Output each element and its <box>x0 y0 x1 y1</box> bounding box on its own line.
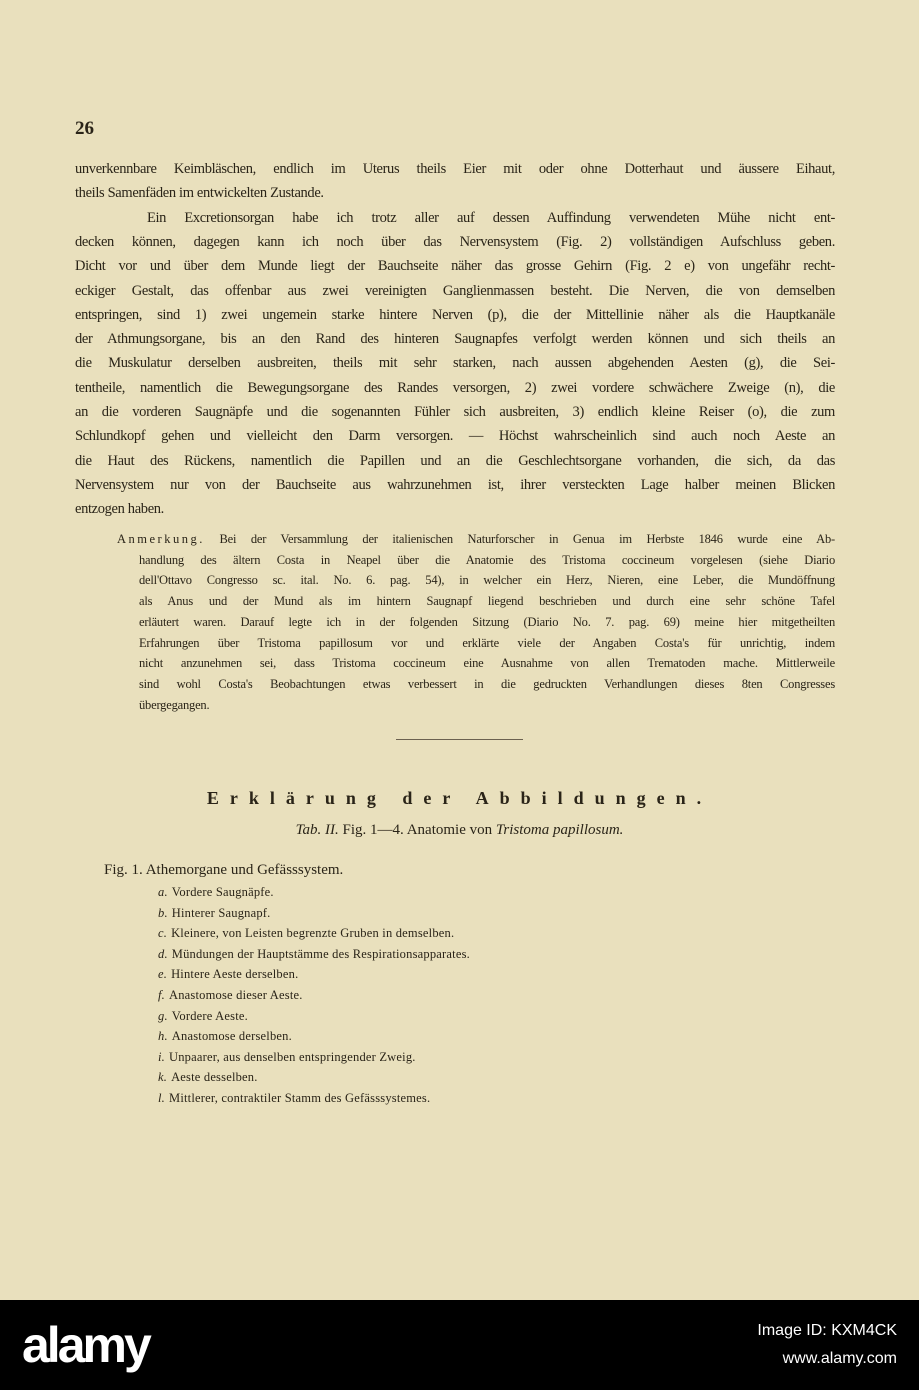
page-number: 26 <box>75 118 94 139</box>
text-line: decken können, dagegen kann ich noch über das Nervensystem (Fig. 2) vollständigen Aufschluss geben. <box>75 233 835 250</box>
legend-letter: i. <box>158 1049 165 1064</box>
note-line: handlung des ältern Costa in Neapel über die Anatomie des Tristoma coccineum vorgelesen (siehe Diario <box>139 552 835 567</box>
note-line: als Anus und der Mund als im hintern Saugnapf liegend beschrieben und durch eine sehr schöne Tafel <box>139 594 835 609</box>
legend-text: Aeste desselben. <box>171 1070 258 1085</box>
legend-letter: l. <box>158 1091 165 1105</box>
legend-text: Mittlerer, contraktiler Stamm des Gefässsystemes. <box>169 1091 431 1105</box>
note-line: Erfahrungen über Tristoma papillosum vor und erklärte viele der Angaben Costa's für unrichtig, indem <box>139 635 835 650</box>
legend-item <box>158 1070 258 1085</box>
legend-letter: b. <box>158 905 168 920</box>
image-id: Image ID: KXM4CK <box>757 1322 897 1339</box>
text-line: die Muskulatur derselben ausbreiten, theils mit sehr starken, nach aussen abgehenden Aesten (g), die Sei- <box>75 355 835 372</box>
divider <box>396 739 523 740</box>
note-line: nicht anzunehmen sei, dass Tristoma coccineum eine Ausnahme von allen Trematoden mache. Mittlerweile <box>139 656 835 671</box>
text-line: entzogen haben. <box>75 501 164 518</box>
figure-heading <box>104 862 343 879</box>
legend-item <box>158 926 454 941</box>
legend-item <box>158 967 298 982</box>
text-line: entspringen, sind 1) zwei ungemein starke hintere Nerven (p), die der Mittellinie näher als die Hauptkanäle <box>75 306 835 323</box>
legend-letter: e. <box>158 967 168 982</box>
text-line: Schlundkopf gehen und vielleicht den Darm versorgen. — Höchst wahrscheinlich sind auch noch Aeste an <box>75 428 835 445</box>
legend-letter: a. <box>158 885 168 899</box>
legend-item <box>158 1050 416 1065</box>
species-name: Tristoma papillosum. <box>495 822 624 838</box>
text-line: an die vorderen Saugnäpfe und die sogenannten Fühler sich ausbreiten, 3) endlich kleine Reiser (o), die zum <box>75 404 835 420</box>
legend-item <box>158 947 470 962</box>
legend-text: Hintere Aeste derselben. <box>171 967 299 982</box>
plate-subtitle <box>0 822 919 839</box>
note-line <box>117 531 835 547</box>
text-line: Nervensystem nur von der Bauchseite aus wahrzunehmen ist, ihrer versteckten Lage halber meinen Blicken <box>75 476 835 493</box>
site-url: www.alamy.com <box>782 1350 897 1367</box>
text-line: unverkennbare Keimbläschen, endlich im Uterus theils Eier mit oder ohne Dotterhaut und äussere Eihaut, <box>75 161 835 177</box>
legend-text: Anastomose derselben. <box>171 1029 292 1044</box>
legend-letter: k. <box>158 1070 168 1085</box>
stock-banner <box>0 1300 919 1390</box>
text-line: Dicht vor und über dem Munde liegt der Bauchseite näher das grosse Gehirn (Fig. 2 e) von ungefähr recht- <box>75 258 835 275</box>
alamy-logo: alamy <box>22 1317 149 1373</box>
legend-text: Vordere Aeste. <box>171 1008 248 1023</box>
legend-text: Vordere Saugnäpfe. <box>171 885 274 899</box>
figure-label: Fig. 1. <box>104 862 143 878</box>
legend-item <box>158 1029 292 1044</box>
text-line: tentheile, namentlich die Bewegungsorgane des Randes versorgen, 2) zwei vordere schwächere Zweige (n), die <box>75 379 835 396</box>
legend-item <box>158 885 274 900</box>
legend-text: Mündungen der Hauptstämme des Respirationsapparates. <box>171 946 470 961</box>
text-line: der Athmungsorgane, bis an den Rand des hinteren Saugnapfes verfolgt werden können und sich theils an <box>75 331 835 348</box>
text-line: theils Samenfäden im entwickelten Zustande. <box>75 185 324 202</box>
note-label: Anmerkung. <box>117 532 205 546</box>
note-line: übergegangen. <box>139 697 210 712</box>
legend-text: Kleinere, von Leisten begrenzte Gruben in demselben. <box>171 926 455 941</box>
text-line: eckiger Gestalt, das offenbar aus zwei vereinigten Ganglienmassen besteht. Die Nerven, die von demselben <box>75 282 835 299</box>
legend-letter: f. <box>158 988 165 1002</box>
legend-item <box>158 1009 248 1024</box>
note-line: sind wohl Costa's Beobachtungen etwas verbessert in die gedruckten Verhandlungen dieses 8ten Congresses <box>139 676 835 691</box>
legend-letter: d. <box>158 946 168 961</box>
section-title: Erklärung der Abbildungen. <box>206 788 713 808</box>
legend-letter: c. <box>158 926 168 941</box>
note-line: dell'Ottavo Congresso sc. ital. No. 6. pag. 54), in welcher ein Herz, Nieren, eine Leber, die Mundöffnung <box>139 573 835 588</box>
legend-item <box>158 906 271 921</box>
legend-text: Hinterer Saugnapf. <box>171 905 271 920</box>
plate-label: Tab. II. <box>295 822 339 838</box>
note-line: erläutert waren. Darauf legte ich in der folgenden Sitzung (Diario No. 7. pag. 69) meine hier mitgetheilten <box>139 614 835 629</box>
legend-text: Anastomose dieser Aeste. <box>169 988 303 1002</box>
legend-item <box>158 1091 430 1106</box>
plate-text: Fig. 1—4. Anatomie von <box>342 822 493 838</box>
legend-item <box>158 988 303 1003</box>
legend-letter: g. <box>158 1008 168 1023</box>
note-text: Bei der Versammlung der italienischen Naturforscher in Genua im Herbste 1846 wurde eine Ab- <box>219 532 835 546</box>
text-line: Ein Excretionsorgan habe ich trotz aller auf dessen Auffindung verwendeten Mühe nicht ent- <box>147 209 835 226</box>
legend-text: Unpaarer, aus denselben entspringender Zweig. <box>169 1049 416 1064</box>
text-line: die Haut des Rückens, namentlich die Papillen und an die Geschlechtsorgane vorhanden, die sich, da das <box>75 452 835 469</box>
legend-letter: h. <box>158 1029 168 1044</box>
figure-title: Athemorgane und Gefässsystem. <box>145 862 344 878</box>
